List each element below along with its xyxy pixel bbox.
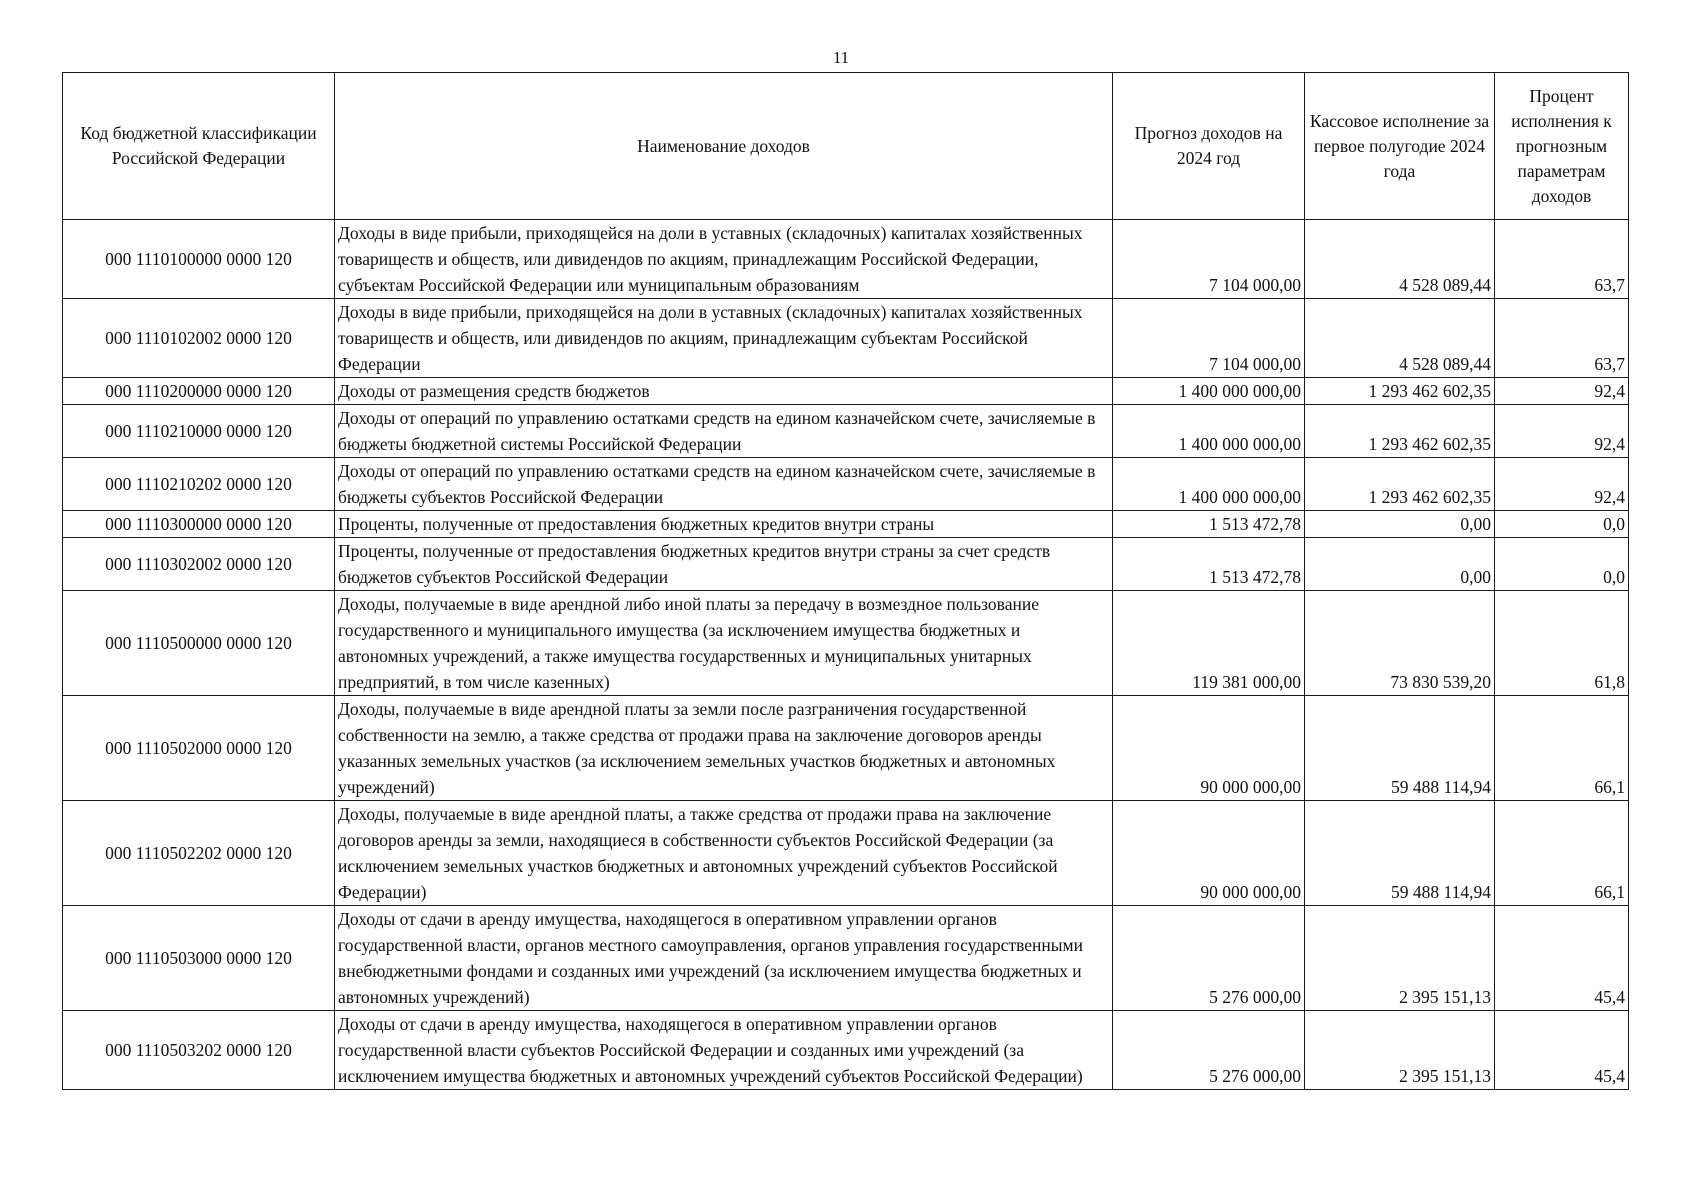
cash-execution-cell: 0,00	[1305, 538, 1495, 591]
revenue-name-cell: Проценты, полученные от предоставления бюджетных кредитов внутри страны	[335, 511, 1113, 538]
header-percent: Процент исполнения к прогнозным параметрам доходов	[1495, 73, 1629, 220]
forecast-cell: 1 400 000 000,00	[1113, 458, 1305, 511]
forecast-cell: 90 000 000,00	[1113, 801, 1305, 906]
budget-code-cell: 000 1110302002 0000 120	[63, 538, 335, 591]
percent-cell: 45,4	[1495, 1011, 1629, 1090]
budget-code-cell: 000 1110500000 0000 120	[63, 591, 335, 696]
budget-code-cell: 000 1110503000 0000 120	[63, 906, 335, 1011]
cash-execution-cell: 2 395 151,13	[1305, 906, 1495, 1011]
revenue-table	[62, 72, 1629, 1090]
revenue-name-cell: Доходы, получаемые в виде арендной платы, а также средства от продажи права на заключение договоров аренды за земли, находящиеся в собственности субъектов Российской Федерации (за исключением земельных участков бюджетных и автономных учреждений субъектов Российской Федерации)	[335, 801, 1113, 906]
table-row	[63, 378, 1629, 405]
revenue-name-cell: Доходы от сдачи в аренду имущества, находящегося в оперативном управлении органов государственной власти субъектов Российской Федерации и созданных ими учреждений (за исключением имущества бюджетных и автономных учреждений субъектов Российской Федерации)	[335, 1011, 1113, 1090]
budget-code-cell: 000 1110102002 0000 120	[63, 299, 335, 378]
header-name: Наименование доходов	[335, 73, 1113, 220]
percent-cell: 0,0	[1495, 511, 1629, 538]
forecast-cell: 1 513 472,78	[1113, 538, 1305, 591]
percent-cell: 66,1	[1495, 696, 1629, 801]
header-forecast: Прогноз доходов на 2024 год	[1113, 73, 1305, 220]
table-row	[63, 458, 1629, 511]
table-row	[63, 220, 1629, 299]
forecast-cell: 7 104 000,00	[1113, 299, 1305, 378]
cash-execution-cell: 1 293 462 602,35	[1305, 378, 1495, 405]
percent-cell: 92,4	[1495, 405, 1629, 458]
budget-code-cell: 000 1110210202 0000 120	[63, 458, 335, 511]
percent-cell: 92,4	[1495, 458, 1629, 511]
budget-code-cell: 000 1110502202 0000 120	[63, 801, 335, 906]
cash-execution-cell: 4 528 089,44	[1305, 220, 1495, 299]
cash-execution-cell: 1 293 462 602,35	[1305, 405, 1495, 458]
page-number: 11	[832, 48, 850, 67]
cash-execution-cell: 4 528 089,44	[1305, 299, 1495, 378]
forecast-cell: 1 400 000 000,00	[1113, 378, 1305, 405]
table-header-row	[63, 73, 1629, 220]
budget-code-cell: 000 1110300000 0000 120	[63, 511, 335, 538]
table-row	[63, 299, 1629, 378]
forecast-cell: 1 513 472,78	[1113, 511, 1305, 538]
table-row	[63, 1011, 1629, 1090]
revenue-name-cell: Доходы от операций по управлению остатками средств на едином казначейском счете, зачисляемые в бюджеты бюджетной системы Российской Федерации	[335, 405, 1113, 458]
cash-execution-cell: 0,00	[1305, 511, 1495, 538]
forecast-cell: 5 276 000,00	[1113, 1011, 1305, 1090]
revenue-name-cell: Доходы от операций по управлению остатками средств на едином казначейском счете, зачисляемые в бюджеты субъектов Российской Федерации	[335, 458, 1113, 511]
revenue-name-cell: Доходы от размещения средств бюджетов	[335, 378, 1113, 405]
percent-cell: 0,0	[1495, 538, 1629, 591]
table-body	[63, 220, 1629, 1090]
budget-code-cell: 000 1110502000 0000 120	[63, 696, 335, 801]
table-row	[63, 906, 1629, 1011]
table-row	[63, 405, 1629, 458]
forecast-cell: 1 400 000 000,00	[1113, 405, 1305, 458]
budget-code-cell: 000 1110210000 0000 120	[63, 405, 335, 458]
forecast-cell: 5 276 000,00	[1113, 906, 1305, 1011]
percent-cell: 66,1	[1495, 801, 1629, 906]
revenue-name-cell: Доходы от сдачи в аренду имущества, находящегося в оперативном управлении органов государственной власти, органов местного самоуправления, органов управления государственными внебюджетными фондами и созданных ими учреждений (за исключением имущества бюджетных и автономных учреждений)	[335, 906, 1113, 1011]
table-row	[63, 801, 1629, 906]
budget-code-cell: 000 1110503202 0000 120	[63, 1011, 335, 1090]
cash-execution-cell: 1 293 462 602,35	[1305, 458, 1495, 511]
table-row	[63, 591, 1629, 696]
revenue-name-cell: Доходы, получаемые в виде арендной платы за земли после разграничения государственной собственности на землю, а также средства от продажи права на заключение договоров аренды указанных земельных участков (за исключением земельных участков бюджетных и автономных учреждений)	[335, 696, 1113, 801]
table-row	[63, 696, 1629, 801]
header-cash: Кассовое исполнение за первое полугодие 2024 года	[1305, 73, 1495, 220]
cash-execution-cell: 59 488 114,94	[1305, 696, 1495, 801]
revenue-name-cell: Доходы в виде прибыли, приходящейся на доли в уставных (складочных) капиталах хозяйственных товариществ и обществ, или дивидендов по акциям, принадлежащим субъектам Российской Федерации	[335, 299, 1113, 378]
percent-cell: 63,7	[1495, 299, 1629, 378]
percent-cell: 92,4	[1495, 378, 1629, 405]
forecast-cell: 7 104 000,00	[1113, 220, 1305, 299]
cash-execution-cell: 73 830 539,20	[1305, 591, 1495, 696]
forecast-cell: 90 000 000,00	[1113, 696, 1305, 801]
percent-cell: 45,4	[1495, 906, 1629, 1011]
percent-cell: 63,7	[1495, 220, 1629, 299]
budget-code-cell: 000 1110100000 0000 120	[63, 220, 335, 299]
cash-execution-cell: 59 488 114,94	[1305, 801, 1495, 906]
revenue-name-cell: Доходы, получаемые в виде арендной либо иной платы за передачу в возмездное пользование государственного и муниципального имущества (за исключением имущества бюджетных и автономных учреждений, а также имущества государственных и муниципальных унитарных предприятий, в том числе казенных)	[335, 591, 1113, 696]
header-code: Код бюджетной классификации Российской Федерации	[63, 73, 335, 220]
percent-cell: 61,8	[1495, 591, 1629, 696]
revenue-name-cell: Проценты, полученные от предоставления бюджетных кредитов внутри страны за счет средств бюджетов субъектов Российской Федерации	[335, 538, 1113, 591]
table-row	[63, 511, 1629, 538]
forecast-cell: 119 381 000,00	[1113, 591, 1305, 696]
revenue-name-cell: Доходы в виде прибыли, приходящейся на доли в уставных (складочных) капиталах хозяйственных товариществ и обществ, или дивидендов по акциям, принадлежащим Российской Федерации, субъектам Российской Федерации или муниципальным образованиям	[335, 220, 1113, 299]
cash-execution-cell: 2 395 151,13	[1305, 1011, 1495, 1090]
budget-code-cell: 000 1110200000 0000 120	[63, 378, 335, 405]
table-row	[63, 538, 1629, 591]
